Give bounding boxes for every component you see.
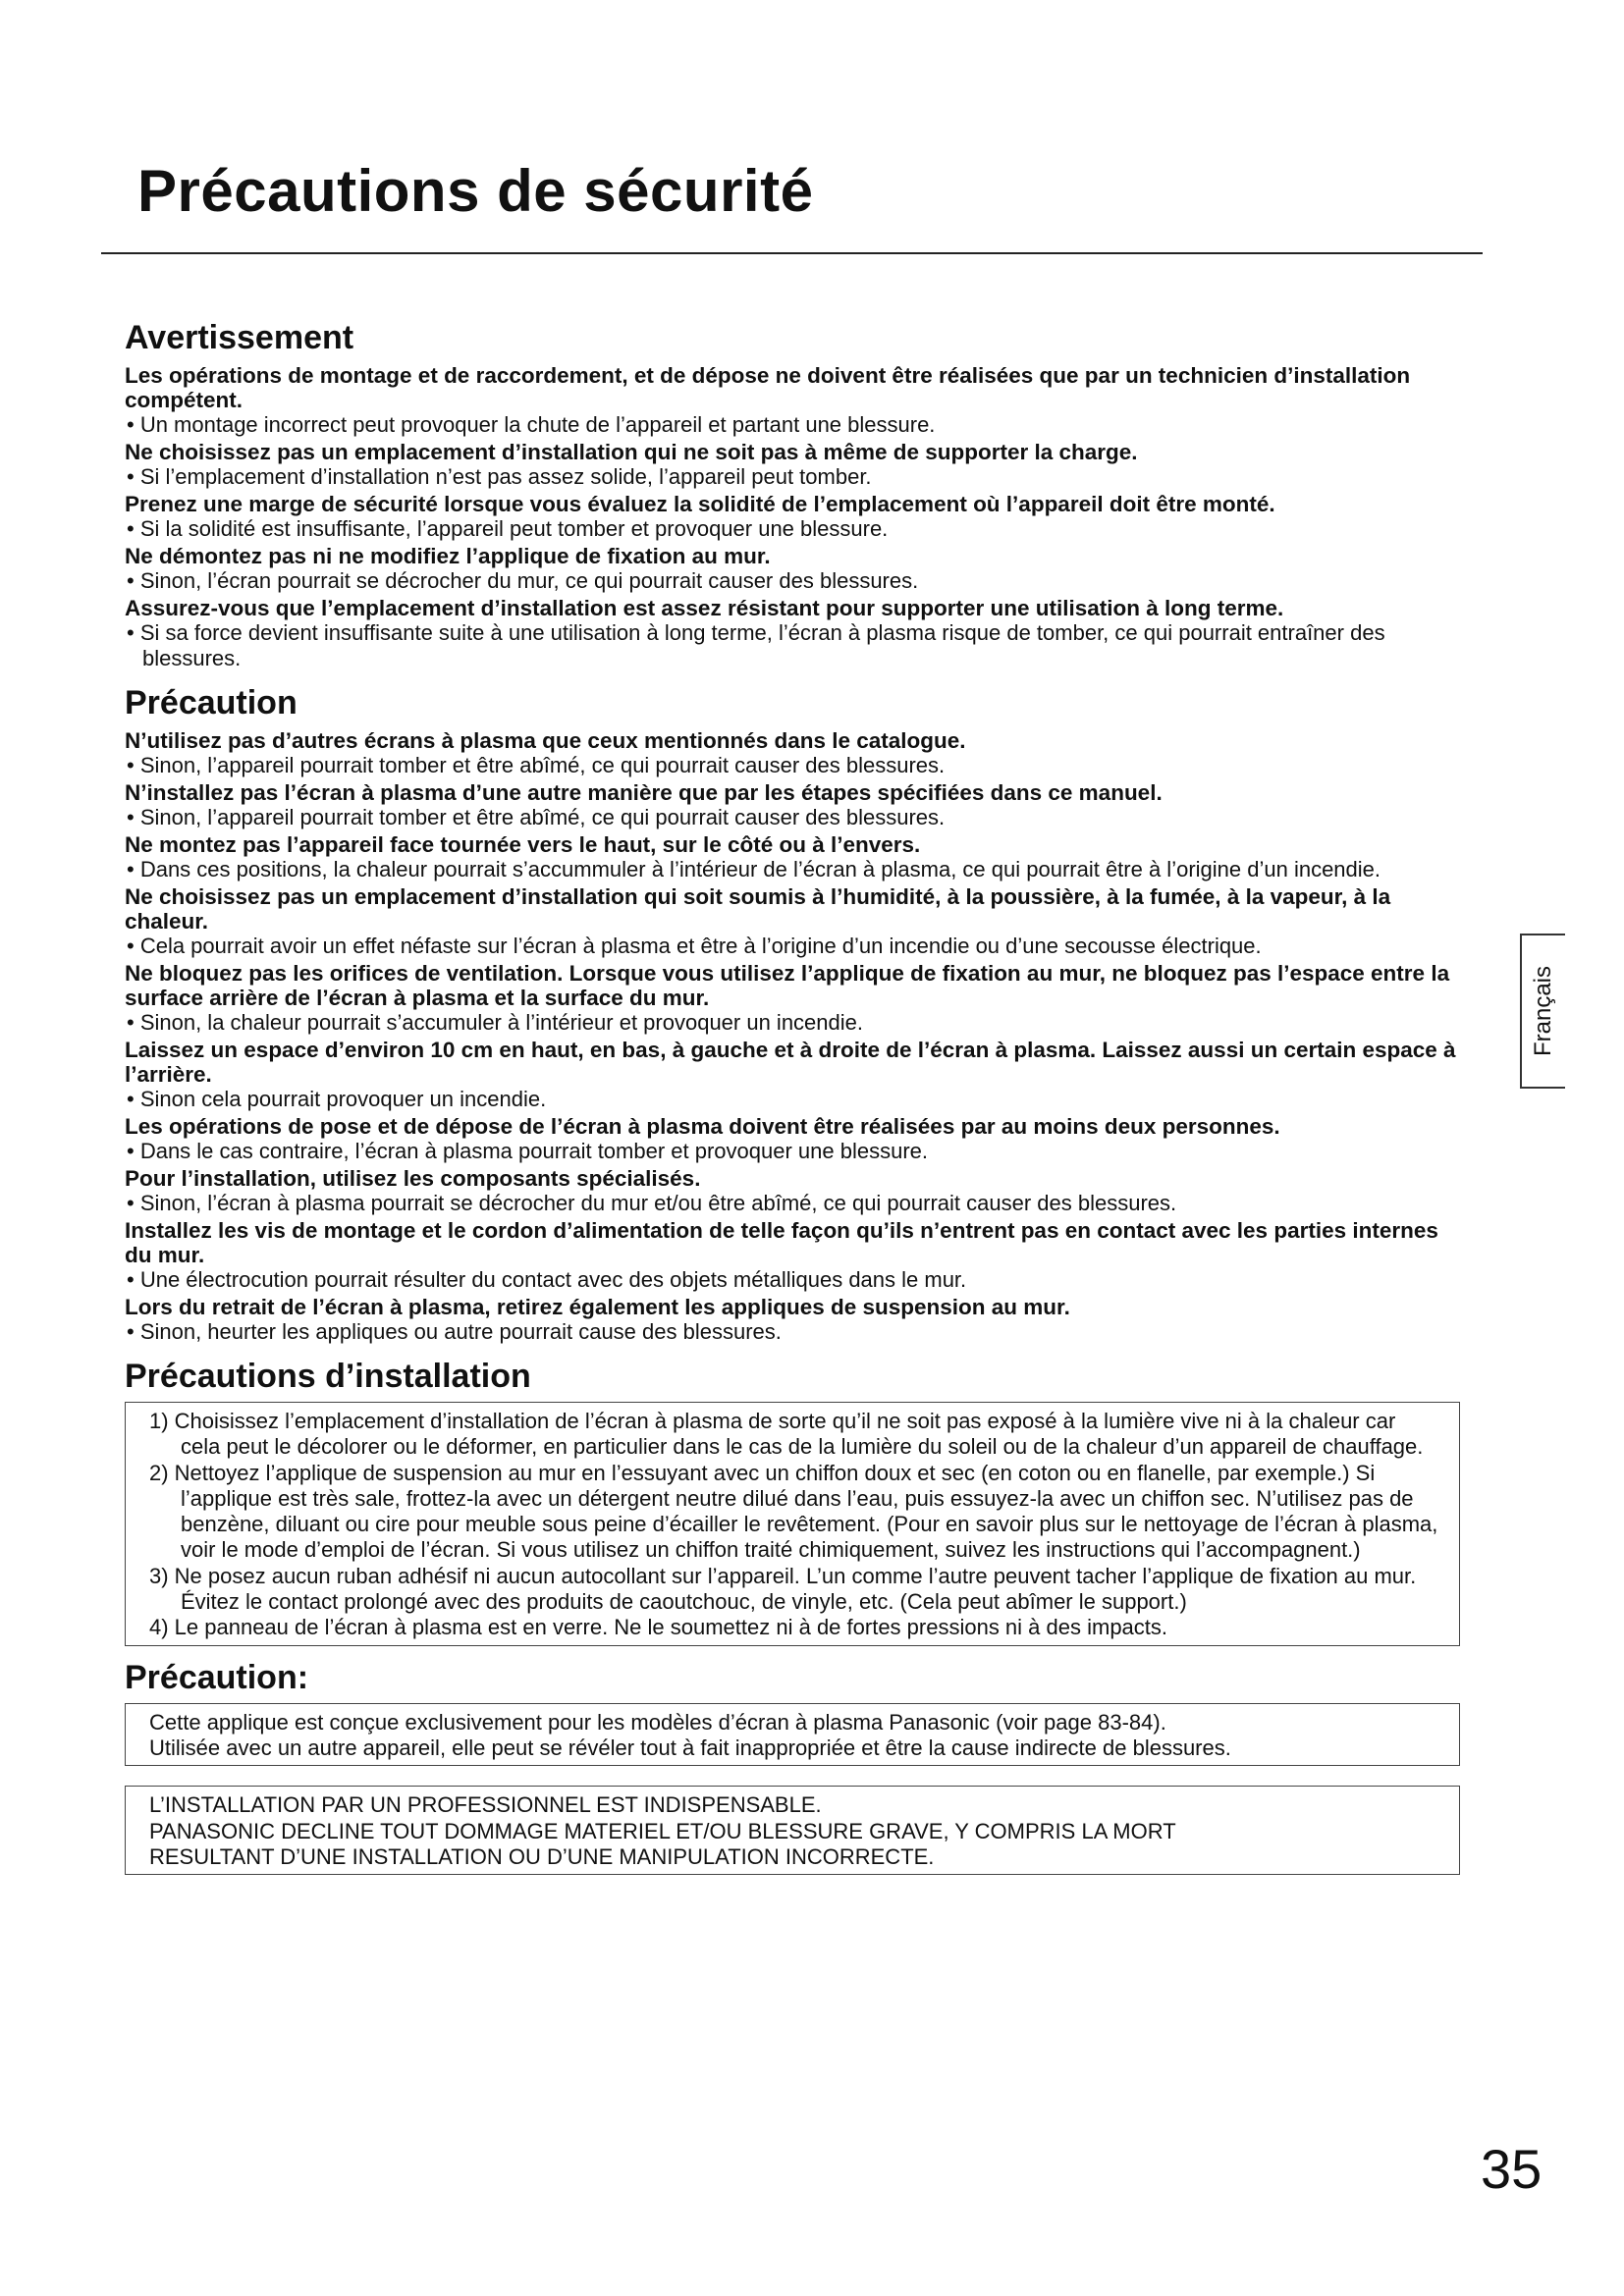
warning-text: Les opérations de montage et de raccordement, et de dépose ne doivent être réalisées que par un technicien d’installation compétent. [125, 363, 1411, 412]
precaution-note-box [125, 1703, 1460, 1767]
precaution-text: Laissez un espace d’environ 10 cm en haut, en bas, à gauche et à droite de l’écran à plasma. Laissez aussi un certain espace à l’arrière. [125, 1038, 1456, 1087]
precaution-text: Pour l’installation, utilisez les composants spécialisés. [125, 1166, 701, 1191]
precaution-bullet: • Dans ces positions, la chaleur pourrait s’accummuler à l’intérieur de l’écran à plasma, ce qui pourrait être à l’origine d’un incendie. [127, 857, 1381, 881]
precaution-bullet: • Sinon, la chaleur pourrait s’accumuler à l’intérieur et provoquer un incendie. [127, 1010, 863, 1035]
notice-line: L’INSTALLATION PAR UN PROFESSIONNEL EST INDISPENSABLE. [149, 1792, 822, 1818]
precaution-section [125, 683, 1460, 1345]
precaution-bullet: • Sinon cela pourrait provoquer un incendie. [127, 1087, 547, 1111]
warning-item [125, 440, 1460, 490]
precaution-item [125, 780, 1460, 830]
warning-text: Prenez une marge de sécurité lorsque vous évaluez la solidité de l’emplacement où l’appareil doit être monté. [125, 492, 1275, 516]
precaution-item [125, 1295, 1460, 1345]
precaution-text: N’utilisez pas d’autres écrans à plasma que ceux mentionnés dans le catalogue. [125, 728, 966, 753]
precaution-item [125, 1218, 1460, 1293]
precaution-note-line: Cette applique est conçue exclusivement pour les modèles d’écran à plasma Panasonic (voir page 83-84). [149, 1709, 1166, 1735]
precaution-note-line: Utilisée avec un autre appareil, elle peut se révéler tout à fait inappropriée et être la cause indirecte de blessures. [149, 1735, 1231, 1760]
warning-bullet: • Si la solidité est insuffisante, l’appareil peut tomber et provoquer une blessure. [127, 516, 889, 541]
precaution-item [125, 1038, 1460, 1112]
precaution-heading: Précaution [125, 684, 298, 721]
notice-line: PANASONIC DECLINE TOUT DOMMAGE MATERIEL ET/OU BLESSURE GRAVE, Y COMPRIS LA MORT [149, 1818, 1176, 1843]
warning-bullet: • Sinon, l’écran pourrait se décrocher du mur, ce qui pourrait causer des blessures. [127, 568, 919, 593]
installation-heading: Précautions d’installation [125, 1358, 531, 1395]
installation-item: 2) Nettoyez l’applique de suspension au mur en l’essuyant avec un chiffon doux et sec (en coton ou en flanelle, par exemple.) Si l’applique est très sale, frottez-la avec un détergent neutre dilué dans l’eau, puis essuyez-la avec un chiffon sec. N’utilisez pas de benzène, diluant ou cire pour meuble sous peine d’écailler le revêtement. (Pour en savoir plus sur le nettoyage de l’écran à plasma, voir le mode d’emploi de l’écran. Si vous utilisez un chiffon traité chimiquement, suivez les instructions qui l’accompagnent.) [149, 1460, 1438, 1563]
avertissement-heading: Avertissement [125, 319, 354, 356]
precaution-item [125, 884, 1460, 959]
installation-list [149, 1409, 1439, 1641]
warning-bullet: • Si sa force devient insuffisante suite à une utilisation à long terme, l’écran à plasma risque de tomber, ce qui pourrait entraîner des blessures. [127, 620, 1385, 670]
installation-box [125, 1402, 1460, 1646]
notice-line: RESULTANT D’UNE INSTALLATION OU D’UNE MANIPULATION INCORRECTE. [149, 1843, 935, 1869]
title-divider [101, 252, 1483, 254]
precaution-item [125, 1166, 1460, 1216]
warning-text: Ne démontez pas ni ne modifiez l’applique de fixation au mur. [125, 544, 771, 568]
warning-text: Assurez-vous que l’emplacement d’installation est assez résistant pour supporter une utilisation à long terme. [125, 596, 1284, 620]
precaution-text: Ne choisissez pas un emplacement d’installation qui soit soumis à l’humidité, à la poussière, à la fumée, à la vapeur, à la chaleur. [125, 884, 1391, 934]
precaution-text: Ne montez pas l’appareil face tournée vers le haut, sur le côté ou à l’envers. [125, 832, 921, 857]
installation-section [125, 1357, 1460, 1646]
precaution-bullet: • Sinon, l’appareil pourrait tomber et être abîmé, ce qui pourrait causer des blessures. [127, 753, 946, 777]
warning-bullet: • Si l’emplacement d’installation n’est pas assez solide, l’appareil peut tomber. [127, 464, 872, 489]
precaution-item [125, 728, 1460, 778]
installation-notice-box [125, 1786, 1460, 1875]
precaution-bullet: • Dans le cas contraire, l’écran à plasma pourrait tomber et provoquer une blessure. [127, 1139, 928, 1163]
precaution-bullet: • Une électrocution pourrait résulter du contact avec des objets métalliques dans le mur. [127, 1267, 967, 1292]
precaution-text: Lors du retrait de l’écran à plasma, retirez également les appliques de suspension au mur. [125, 1295, 1070, 1319]
precaution-text: Les opérations de pose et de dépose de l’écran à plasma doivent être réalisées par au moins deux personnes. [125, 1114, 1280, 1139]
warning-text: Ne choisissez pas un emplacement d’installation qui ne soit pas à même de supporter la charge. [125, 440, 1138, 464]
avertissement-section [125, 318, 1460, 671]
precaution-bullet: • Sinon, l’écran à plasma pourrait se décrocher du mur et/ou être abîmé, ce qui pourrait causer des blessures. [127, 1191, 1177, 1215]
installation-item: 1) Choisissez l’emplacement d’installation de l’écran à plasma de sorte qu’il ne soit pas exposé à la lumière vive ni à la chaleur car cela peut le décolorer ou le déformer, en particulier dans le cas de la lumière du soleil ou de la chaleur d’un appareil de chauffage. [149, 1409, 1424, 1460]
page-number: 35 [1481, 2138, 1543, 2200]
page-title: Précautions de sécurité [137, 158, 814, 224]
warning-item [125, 492, 1460, 542]
precaution-note-heading: Précaution: [125, 1658, 309, 1696]
precaution-note-section [125, 1658, 1460, 1767]
precaution-bullet: • Sinon, l’appareil pourrait tomber et être abîmé, ce qui pourrait causer des blessures. [127, 805, 946, 829]
warning-bullet: • Un montage incorrect peut provoquer la chute de l’appareil et partant une blessure. [127, 412, 936, 437]
precaution-item [125, 1114, 1460, 1164]
language-tab [1520, 934, 1565, 1089]
warning-item [125, 363, 1460, 438]
language-tab-label: Français [1530, 965, 1556, 1057]
precaution-text: Ne bloquez pas les orifices de ventilation. Lorsque vous utilisez l’applique de fixation au mur, ne bloquez pas l’espace entre la surface arrière de l’écran à plasma et la surface du mur. [125, 961, 1450, 1010]
precaution-bullet: • Cela pourrait avoir un effet néfaste sur l’écran à plasma et être à l’origine d’un incendie ou d’une secousse électrique. [127, 934, 1262, 958]
warning-item [125, 544, 1460, 594]
precaution-item [125, 832, 1460, 882]
precaution-item [125, 961, 1460, 1036]
warning-item [125, 596, 1460, 671]
installation-item: 3) Ne posez aucun ruban adhésif ni aucun autocollant sur l’appareil. L’un comme l’autre peuvent tacher l’applique de fixation au mur. Évitez le contact prolongé avec des produits de caoutchouc, de vinyle, etc. (Cela peut abîmer le support.) [149, 1563, 1417, 1615]
content [125, 318, 1460, 1875]
precaution-text: Installez les vis de montage et le cordon d’alimentation de telle façon qu’ils n’entrent pas en contact avec les parties internes du mur. [125, 1218, 1438, 1267]
installation-item: 4) Le panneau de l’écran à plasma est en verre. Ne le soumettez ni à de fortes pressions ni à des impacts. [149, 1615, 1168, 1640]
precaution-text: N’installez pas l’écran à plasma d’une autre manière que par les étapes spécifiées dans ce manuel. [125, 780, 1163, 805]
precaution-bullet: • Sinon, heurter les appliques ou autre pourrait cause des blessures. [127, 1319, 782, 1344]
